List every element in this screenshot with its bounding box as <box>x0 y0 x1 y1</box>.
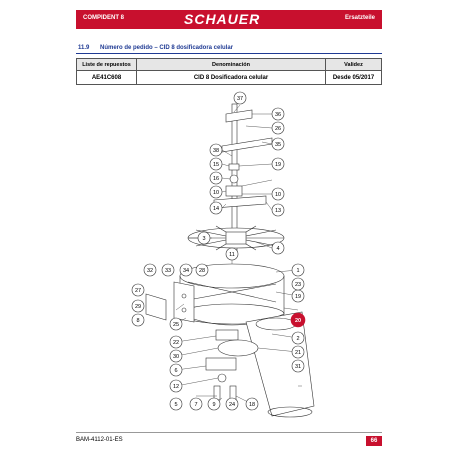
callout-bubble <box>144 264 156 276</box>
callout-bubble <box>210 186 222 198</box>
exploded-view-diagram <box>76 86 382 422</box>
callout-bubble <box>292 346 304 358</box>
svg-text:34: 34 <box>182 268 190 274</box>
section-heading <box>76 44 382 54</box>
svg-text:21: 21 <box>294 350 302 356</box>
svg-text:27: 27 <box>134 288 142 294</box>
callout-bubble <box>170 336 182 348</box>
svg-text:32: 32 <box>146 268 154 274</box>
svg-text:6: 6 <box>174 368 178 374</box>
table-cell: Desde 05/2017 <box>326 71 382 85</box>
callout-bubble <box>272 108 284 120</box>
callout-bubble <box>272 188 284 200</box>
callout-bubble <box>210 172 222 184</box>
table-cell: AE41C608 <box>77 71 137 85</box>
svg-text:12: 12 <box>172 384 180 390</box>
callout-bubble <box>180 264 192 276</box>
svg-text:23: 23 <box>294 282 302 288</box>
callout-bubble <box>292 360 304 372</box>
callout-bubble <box>272 138 284 150</box>
dosing-housing <box>180 264 284 325</box>
svg-text:20: 20 <box>294 318 302 324</box>
table-header-cell: Denominación <box>137 59 326 71</box>
svg-text:10: 10 <box>212 190 220 196</box>
svg-text:30: 30 <box>172 354 180 360</box>
callout-bubble <box>162 264 174 276</box>
svg-text:22: 22 <box>172 340 180 346</box>
parts-list-table <box>76 58 382 85</box>
callout-bubble <box>210 158 222 170</box>
table-header-cell: Liste de repuestos <box>77 59 137 71</box>
callout-bubble <box>292 264 304 276</box>
callout-bubble <box>272 242 284 254</box>
callout-bubble <box>170 398 182 410</box>
page-number: 66 <box>366 436 382 446</box>
svg-text:19: 19 <box>294 294 302 300</box>
svg-text:2: 2 <box>296 336 300 342</box>
callout-bubble <box>246 398 258 410</box>
svg-text:16: 16 <box>212 176 220 182</box>
table-row <box>77 71 382 85</box>
svg-text:38: 38 <box>212 148 220 154</box>
svg-text:19: 19 <box>274 162 282 168</box>
table-header-row <box>77 59 382 71</box>
callout-bubble <box>234 92 246 104</box>
svg-text:15: 15 <box>212 162 220 168</box>
callout-bubble <box>292 290 304 302</box>
page-header <box>76 10 382 29</box>
section-title: Número de pedido – CID 8 dosificadora celular <box>100 45 234 51</box>
header-section-label: Ersatzteile <box>344 15 375 21</box>
document-code: BAM-4112-01-ES <box>76 437 123 443</box>
table-header-cell: Validez <box>326 59 382 71</box>
callout-bubble <box>226 398 238 410</box>
callout-bubble <box>226 248 238 260</box>
callout-bubble <box>292 278 304 290</box>
callout-bubble <box>132 300 144 312</box>
footer-divider <box>76 432 382 433</box>
svg-text:35: 35 <box>274 142 282 148</box>
callout-bubble <box>210 144 222 156</box>
svg-text:7: 7 <box>194 402 198 408</box>
callout-bubble <box>196 264 208 276</box>
exploded-view-svg <box>76 86 382 422</box>
svg-text:36: 36 <box>274 112 282 118</box>
section-number: 11.9 <box>78 45 90 51</box>
svg-text:11: 11 <box>229 252 235 258</box>
svg-text:29: 29 <box>134 304 142 310</box>
svg-text:10: 10 <box>274 192 282 198</box>
callout-bubble <box>272 122 284 134</box>
svg-text:37: 37 <box>236 96 244 102</box>
callout-bubble <box>170 364 182 376</box>
brand-logo: SCHAUER <box>184 11 261 27</box>
callout-bubble <box>210 202 222 214</box>
product-name: COMPIDENT 8 <box>83 15 125 21</box>
svg-text:1: 1 <box>296 268 300 274</box>
svg-text:25: 25 <box>172 322 180 328</box>
svg-text:3: 3 <box>202 236 206 242</box>
svg-text:4: 4 <box>276 246 280 252</box>
svg-text:13: 13 <box>274 208 282 214</box>
callout-bubble <box>190 398 202 410</box>
callout-bubble <box>292 332 304 344</box>
svg-text:5: 5 <box>174 402 178 408</box>
svg-text:24: 24 <box>228 402 236 408</box>
svg-text:9: 9 <box>212 402 216 408</box>
callout-bubble <box>272 204 284 216</box>
callout-bubble <box>198 232 210 244</box>
svg-text:31: 31 <box>294 364 302 370</box>
svg-text:26: 26 <box>274 126 282 132</box>
callout-bubble <box>170 318 182 330</box>
svg-text:18: 18 <box>248 402 256 408</box>
svg-text:33: 33 <box>164 268 172 274</box>
svg-text:8: 8 <box>136 318 140 324</box>
callout-bubble <box>132 284 144 296</box>
svg-text:28: 28 <box>198 268 206 274</box>
callout-bubble <box>132 314 144 326</box>
callout-bubble <box>272 158 284 170</box>
svg-text:14: 14 <box>212 206 220 212</box>
callout-bubble <box>170 350 182 362</box>
table-cell: CID 8 Dosificadora celular <box>137 71 326 85</box>
callout-bubble <box>170 380 182 392</box>
callout-bubble-highlighted <box>291 313 305 327</box>
callout-bubble <box>208 398 220 410</box>
